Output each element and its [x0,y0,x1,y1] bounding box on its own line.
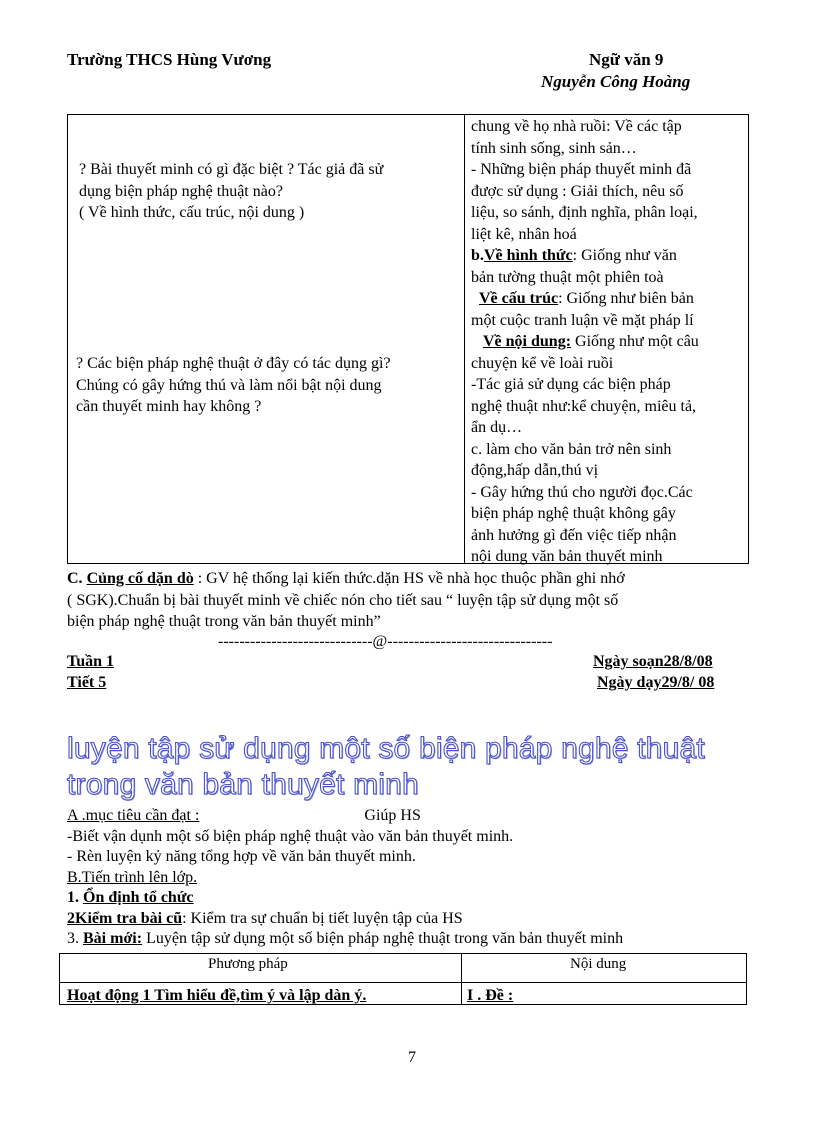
activity-1-label: Hoạt động 1 Tìm hiểu đề,tìm ý và lập dàn ý. [67,987,367,1004]
col-header-phuong-phap: Phương pháp [208,956,288,972]
question-2: ? Các biện pháp nghệ thuật ở đây có tác dụng gì? Chúng có gây hứng thú và làm nổi bật nội dung cần thuyết minh hay không ? [76,355,391,415]
lesson-title-line-2: trong văn bản thuyết minh [67,768,419,801]
step1-label: Ổn định tổ chức [83,889,194,906]
cung-co-section: C. Củng cố dặn dò : GV hệ thống lại kiến thức.dặn HS về nhà học thuộc phần ghi nhớ ( SGK).Chuẩn bị bài thuyết minh về chiếc nón cho tiết sau “ luyện tập sử dụng một số biện pháp nghệ thuật trong văn bản thuyết minh” [67,570,625,630]
lesson-body: A .mục tiêu cần đạt : Giúp HS -Biết vận dụnh một số biện pháp nghệ thuật vào văn bản thuyết minh. - Rèn luyện kỷ năng tổng hợp về văn bản thuyết minh. B.Tiến trình lên lớp. 1. Ổn định tổ chức 2Kiểm tra bài cũ: Kiểm tra sự chuẩn bị tiết luyện tập của HS 3. Bài mới: Luyện tập sử dụng một số biện pháp nghệ thuật trong văn bản thuyết minh [67,807,624,947]
author-name: Nguyễn Công Hoàng [541,72,691,91]
separator-line: -----------------------------@------------------------------- [218,633,553,650]
date-prepared: Ngày soạn28/8/08 [593,653,713,670]
step3-label: Bài mới: [83,930,143,947]
muc-tieu-label: A .mục tiêu cần đạt : [67,807,200,824]
activity-table [59,953,747,1005]
step2-label: 2Kiểm tra bài cũ [67,909,183,927]
school-name: Trường THCS Hùng Vương [67,50,272,69]
activity-table-row-divider [60,982,746,983]
col-header-noi-dung: Nội dung [570,956,627,972]
period-label: Tiết 5 [67,674,107,691]
date-taught: Ngày dạy29/8/ 08 [597,674,715,691]
lesson-title-line-1: luyện tập sử dụng một số biện pháp nghệ thuật [67,732,705,765]
noi-dung-label: Về nội dung: [483,333,572,350]
de-label: I . Đề : [467,987,514,1004]
page-number: 7 [408,1049,416,1066]
cau-truc-label: Về cấu trúc [479,290,559,307]
tien-trinh-label: B.Tiến trình lên lớp. [67,868,198,886]
hinh-thuc-label: Về hình thức [483,247,573,264]
question-1: ? Bài thuyết minh có gì đặc biệt ? Tác giả đã sử dụng biện pháp nghệ thuật nào? ( Về hình thức, cấu trúc, nội dung ) [79,161,384,221]
cung-co-label: Củng cố dặn dò [86,570,194,587]
subject-label: Ngữ văn 9 [589,50,664,69]
content-table-top [67,114,749,564]
table-column-divider [464,115,465,563]
week-label: Tuần 1 [67,653,114,670]
answer-column: chung về họ nhà ruồi: Về các tập tính sinh sống, sinh sản… - Những biện pháp thuyết minh đã được sử dụng : Giải thích, nêu số liệu, so sánh, định nghĩa, phân loại, liệt kê, nhân hoá b.Về hình thức: Giống như văn bản tường thuật một phiên toà Về cấu trúc: Giống như biên bản một cuộc tranh luận về mặt pháp lí Về nội dung: Giống như một câu chuyện kể về loài ruồi -Tác giả sử dụng các biện pháp nghệ thuật như:kể chuyện, miêu tả, ẩn dụ… c. làm cho văn bản trở nên sinh động,hấp dẫn,thú vị - Gây hứng thú cho người đọc.Các biện pháp nghệ thuật không gây ảnh hưởng gì đến việc tiếp nhận nội dung văn bản thuyết minh [471,118,699,565]
activity-table-column-divider [461,954,462,1004]
